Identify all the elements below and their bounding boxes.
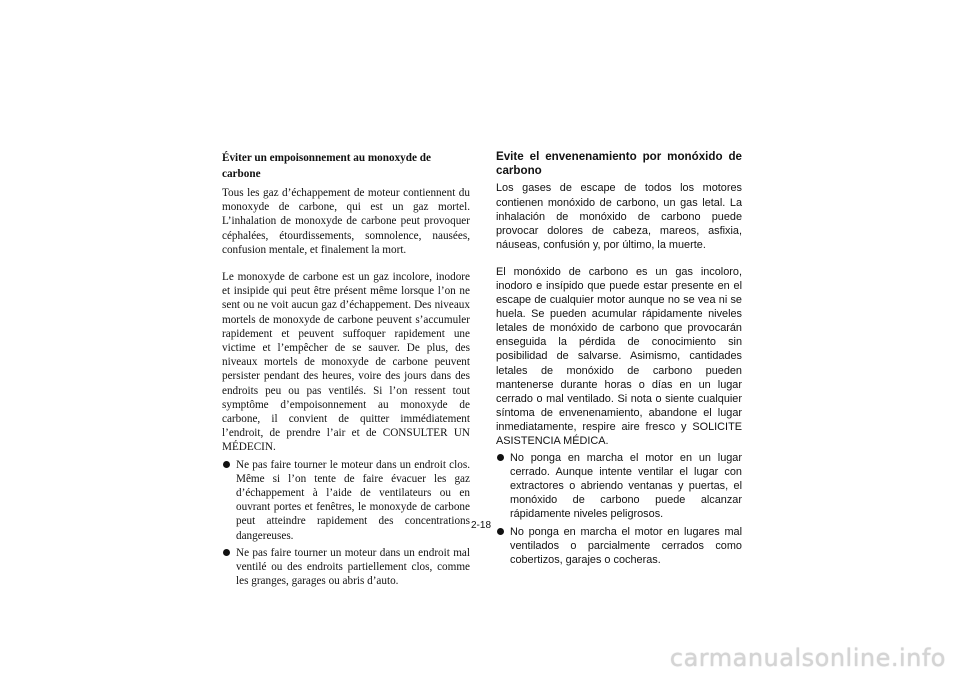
spanish-heading: Evite el envenenamiento por monóxido de carbono <box>496 150 742 178</box>
watermark: carmanualsonline.info <box>669 644 946 672</box>
french-column <box>222 150 470 591</box>
french-paragraph-2: Le monoxyde de carbone est un gaz incolore, inodore et insipide qui peut être présent même lorsque l’on ne sent ou ne voit aucun gaz d’échappement. Des niveaux mortels de monoxyde de carbone peuvent s’accumuler rapidement et peuvent suffoquer rapidement une victime et l’empêcher de se sauver. De plus, des niveaux mortels de monoxyde de carbone peuvent persister pendant des heures, voire des jours dans des endroits peu ou pas ventilés. Si l’on ressent tout symptôme d’empoisonnement au monoxyde de carbone, il convient de quitter immédiatement l’endroit, de prendre l’air et de CONSULTER UN MÉDECIN. <box>222 271 470 454</box>
bullet-icon <box>223 461 230 468</box>
spanish-paragraph-1: Los gases de escape de todos los motores contienen monóxido de carbono, un gas letal. La inhalación de monóxido de carbono puede provocar dolores de cabeza, mareos, asfixia, náuseas, confusión y, por último, la muerte. <box>496 182 742 251</box>
list-item <box>496 525 742 567</box>
french-heading: Éviter un empoisonnement au monoxyde de carbone <box>222 152 431 180</box>
spanish-paragraph-2: El monóxido de carbono es un gas incoloro, inodoro e insípido que puede estar presente en el escape de cualquier motor aunque no se vea ni se huela. Se pueden acumular rápidamente niveles letales de monóxido de carbono que provocarán enseguida la pérdida de conocimiento sin posibilidad de salvarse. Asimismo, cantidades letales de monóxido de carbono pueden mantenerse durante horas o días en un lugar cerrado o mal ventilado. Si nota o siente cualquier síntoma de envenenamiento, abandone el lugar inmediatamente, respire aire fresco y SOLICITE ASISTENCIA MÉDICA. <box>496 265 742 447</box>
french-paragraph-1: Tous les gaz d’échappement de moteur contiennent du monoxyde de carbone, qui est un gaz mortel. L’inhalation de monoxyde de carbone peut provoquer céphalées, étourdissements, somnolence, nausées, confusion mentale, et finalement la mort. <box>222 187 470 256</box>
spanish-bullet-list <box>496 451 742 567</box>
page-number: 2-18 <box>470 520 491 531</box>
list-item <box>222 458 470 543</box>
list-item <box>222 546 470 589</box>
spanish-column <box>496 150 742 570</box>
bullet-icon <box>497 528 504 535</box>
french-bullet-text: Ne pas faire tourner un moteur dans un endroit mal ventilé ou des endroits partiellement clos, comme les granges, garages ou abris d’auto. <box>236 546 470 588</box>
list-item <box>496 451 742 521</box>
bullet-icon <box>497 454 504 461</box>
french-bullet-text: Ne pas faire tourner le moteur dans un endroit clos. Même si l’on tente de faire évacuer les gaz d’échappement à l’aide de ventilateurs ou en ouvrant portes et fenêtres, le monoxyde de carbone peut atteindre rapidement des concentrations dangereuses. <box>236 458 470 542</box>
spanish-bullet-text: No ponga en marcha el motor en lugares mal ventilados o parcialmente cerrados como cobertizos, garajes o cocheras. <box>510 525 742 566</box>
french-bullet-list <box>222 458 470 589</box>
bullet-icon <box>223 549 230 556</box>
spanish-bullet-text: No ponga en marcha el motor en un lugar cerrado. Aunque intente ventilar el lugar con extractores o abriendo ventanas y puertas, el monóxido de carbono puede alcanzar rápidamente niveles peligrosos. <box>510 452 742 521</box>
